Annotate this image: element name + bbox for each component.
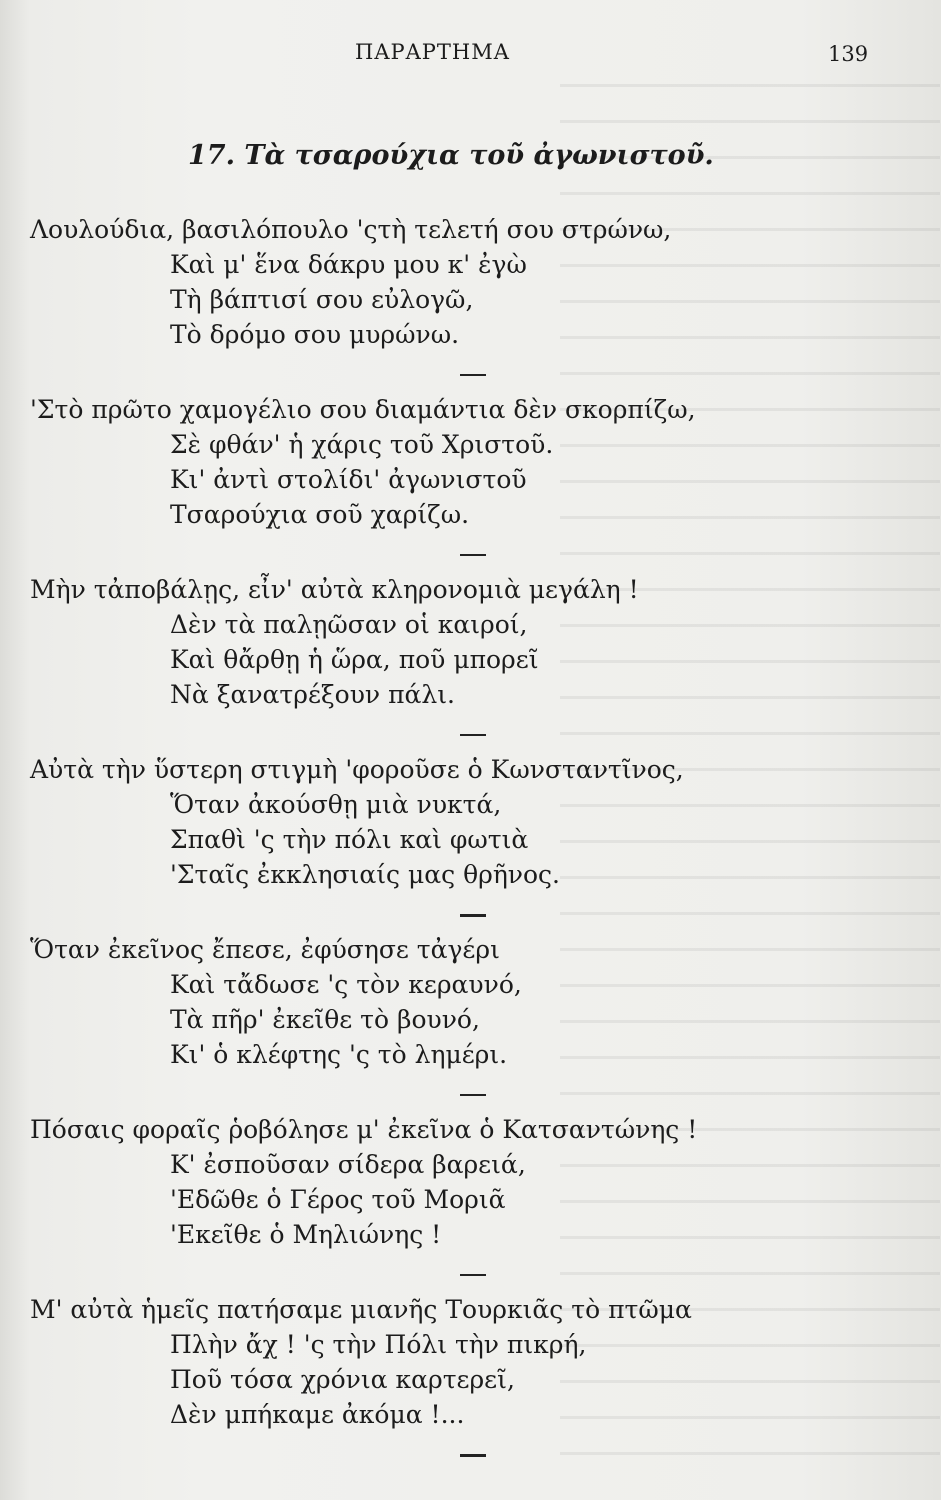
- verse-line: Αὐτὰ τὴν ὕστερη στιγμὴ 'φοροῦσε ὁ Κωνσταντῖνος,: [30, 755, 684, 784]
- stanza-5: [30, 932, 910, 1072]
- stanza-divider: [30, 1252, 910, 1292]
- stanza-divider: [30, 532, 910, 572]
- verse-line: Ὅταν ἐκεῖνος ἔπεσε, ἐφύσησε τἀγέρι: [30, 935, 500, 964]
- verse-line: Καὶ θἄρθῃ ἡ ὥρα, ποῦ μπορεῖ: [170, 645, 539, 674]
- verse-line: Πλὴν ἄχ ! 'ς τὴν Πόλι τὴν πικρή,: [170, 1330, 587, 1359]
- verse-line: Καὶ τἄδωσε 'ς τὸν κεραυνό,: [170, 970, 522, 999]
- verse-line: Δὲν μπήκαμε ἀκόμα !...: [170, 1400, 465, 1429]
- verse-line: Ποῦ τόσα χρόνια καρτερεῖ,: [170, 1365, 515, 1394]
- verse-line: Κι' ἀντὶ στολίδι' ἀγωνιστοῦ: [170, 465, 527, 494]
- stanza-divider: [30, 1072, 910, 1112]
- verse-line: Μ' αὐτὰ ἡμεῖς πατήσαμε μιανῆς Τουρκιᾶς τὸ πτῶμα: [30, 1295, 692, 1324]
- verse-line: Τὸ δρόμο σου μυρώνω.: [170, 320, 460, 349]
- verse-line: Τσαρούχια σοῦ χαρίζω.: [170, 500, 470, 529]
- poem-title: 17. Τὰ τσαρούχια τοῦ ἀγωνιστοῦ.: [188, 140, 714, 171]
- verse-line: Κι' ὁ κλέφτης 'ς τὸ λημέρι.: [170, 1040, 508, 1069]
- stanza-divider: [30, 892, 910, 932]
- poem-body: [30, 212, 910, 1472]
- verse-line: 'Σταῖς ἐκκλησιαίς μας θρῆνος.: [170, 860, 561, 889]
- stanza-2: [30, 392, 910, 532]
- verse-line: Τὴ βάπτισί σου εὐλογῶ,: [170, 285, 474, 314]
- verse-line: Τὰ πῆρ' ἐκεῖθε τὸ βουνό,: [170, 1005, 480, 1034]
- verse-line: Σπαθὶ 'ς τὴν πόλι καὶ φωτιὰ: [170, 825, 529, 854]
- stanza-1: [30, 212, 910, 352]
- stanza-6: [30, 1112, 910, 1252]
- stanza-4: [30, 752, 910, 892]
- verse-line: Λουλούδια, βασιλόπουλο 'ςτὴ τελετή σου στρώνω,: [30, 215, 672, 244]
- verse-line: Πόσαις φοραῖς ῥοβόλησε μ' ἐκεῖνα ὁ Κατσαντώνης !: [30, 1115, 698, 1144]
- stanza-divider: [30, 1432, 910, 1472]
- stanza-7: [30, 1292, 910, 1432]
- verse-line: Ὅταν ἀκούσθῃ μιὰ νυκτά,: [170, 790, 502, 819]
- verse-line: 'Εκεῖθε ὁ Μηλιώνης !: [170, 1220, 442, 1249]
- verse-line: Σὲ φθάν' ἡ χάρις τοῦ Χριστοῦ.: [170, 430, 554, 459]
- verse-line: Καὶ μ' ἕνα δάκρυ μου κ' ἐγὼ: [170, 250, 527, 279]
- stanza-divider: [30, 352, 910, 392]
- verse-line: Κ' ἐσποῦσαν σίδερα βαρειά,: [170, 1150, 526, 1179]
- verse-line: Δὲν τὰ παλῃῶσαν οἱ καιροί,: [170, 610, 528, 639]
- verse-line: Νὰ ξανατρέξουν πάλι.: [170, 680, 455, 709]
- page-number: 139: [828, 42, 869, 66]
- running-head: ΠΑΡΑΡΤΗΜΑ: [355, 40, 510, 64]
- stanza-divider: [30, 712, 910, 752]
- stanza-3: [30, 572, 910, 712]
- verse-line: 'Εδῶθε ὁ Γέρος τοῦ Μοριᾶ: [170, 1185, 506, 1214]
- verse-line: 'Στὸ πρῶτο χαμογέλιο σου διαμάντια δὲν σκορπίζω,: [30, 395, 696, 424]
- verse-line: Μὴν τἀποβάλῃς, εἶν' αὐτὰ κληρονομιὰ μεγάλη !: [30, 575, 639, 604]
